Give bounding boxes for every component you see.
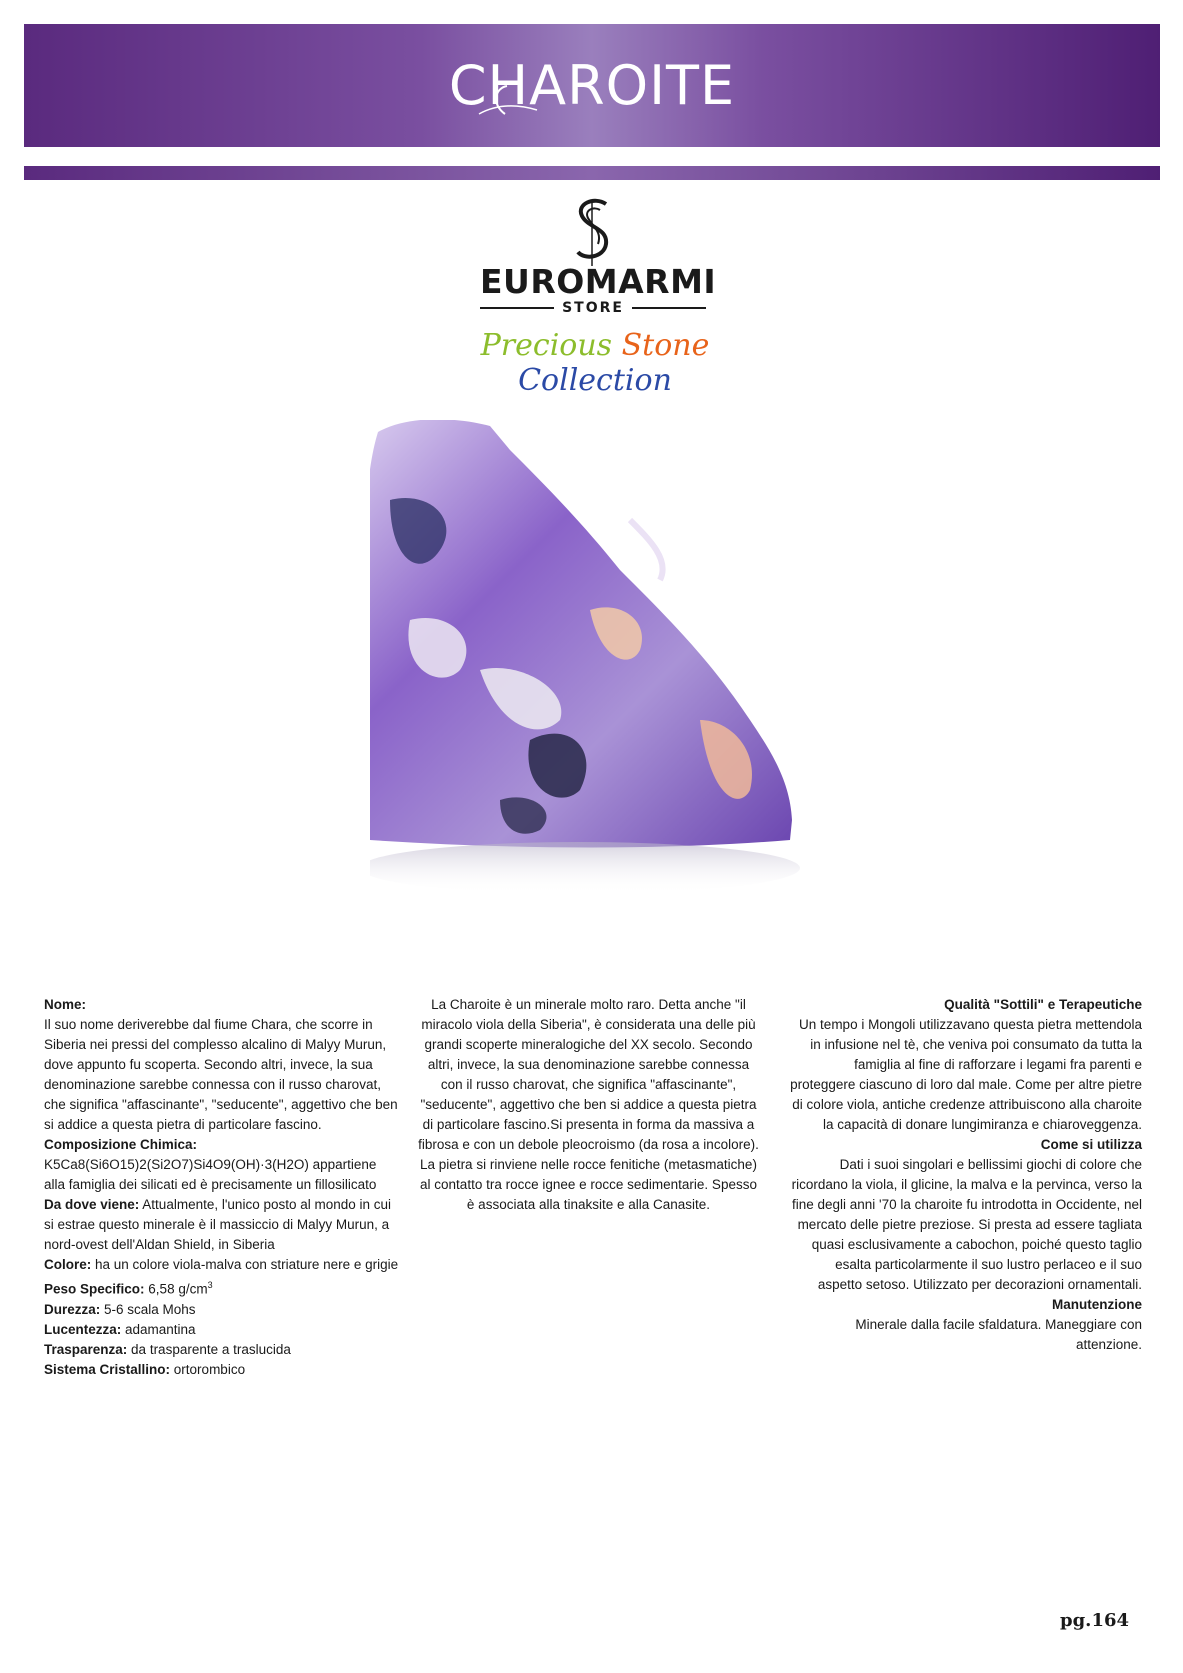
composition-text: K5Ca8(Si6O15)2(Si2O7)Si4O9(OH)·3(H2O) appartiene alla famiglia dei silicati ed è precisamente un fillosilicato <box>44 1157 377 1192</box>
luster-paragraph <box>44 1320 399 1340</box>
collection-word-3: Collection <box>518 363 672 398</box>
brand-rule-right <box>632 307 706 309</box>
brand-name: EUROMARMI <box>480 262 717 301</box>
qualities-column <box>790 995 1142 1355</box>
nome-label: Nome: <box>44 997 87 1012</box>
usage-text: Dati i suoi singolari e bellissimi giochi di colore che ricordano la viola, il glicine, la malva e la pervinca, verso la fine degli anni '70 la charoite fu introdotta in Occidente, nel mercato delle pietre preziose. Si presta ad essere tagliata quasi esclusivamente a cabochon, poiché questo taglio esalta particolarmente il suo lustro perlaceo e il suo aspetto setoso. Utilizzato per decorazioni ornamentali. <box>791 1157 1142 1292</box>
weight-sup: 3 <box>207 1280 213 1290</box>
usage-label: Come si utilizza <box>1040 1137 1142 1152</box>
weight-text: 6,58 g/cm <box>144 1281 208 1297</box>
weight-paragraph <box>44 1275 399 1300</box>
composition-label: Composizione Chimica: <box>44 1137 198 1152</box>
properties-column <box>44 995 399 1380</box>
transparency-label: Trasparenza: <box>44 1341 128 1357</box>
description-column <box>416 995 761 1215</box>
brand-rule-left <box>480 307 554 309</box>
weight-label: Peso Specifico: <box>44 1281 145 1297</box>
collection-word-2: Stone <box>621 328 710 363</box>
description-text: La Charoite è un minerale molto raro. Detta anche "il miracolo viola della Siberia", è considerata una delle più grandi scoperte mineralogiche del XX secolo. Secondo altri, invece, la sua denominazione sarebbe connessa con il russo charovat, che significa "affascinante", "seducente", aggettivo che ben si addice a questa pietra di particolare fascino.Si presenta in forma da massiva a fibrosa e con un debole pleocroismo (da rosa a incolore). La pietra si rinviene nelle rocce fenitiche (metasmatiche) al contatto tra rocce ignee e rocce sedimentarie. Spesso è associata alla tinaksite e alla Canasite. <box>418 997 759 1212</box>
transparency-text: da trasparente a traslucida <box>127 1341 291 1357</box>
nome-text: Il suo nome deriverebbe dal fiume Chara, che scorre in Siberia nei pressi del complesso alcalino di Malyy Murun, dove appunto fu scoperta. Secondo altri, invece, la sua denominazione sarebbe connessa con il russo charovat, che significa "affascinante", "seducente", aggettivo che ben si addice a questa pietra di particolare fascino. <box>44 1017 398 1132</box>
brand-sub-row <box>480 300 706 316</box>
hardness-text: 5-6 scala Mohs <box>100 1301 196 1317</box>
crystal-paragraph <box>44 1360 399 1380</box>
page-title: CHAROITE <box>448 54 736 117</box>
page-number: pg.164 <box>1060 1610 1130 1631</box>
color-label: Colore: <box>44 1257 92 1272</box>
charoite-stone-image <box>370 420 870 960</box>
color-paragraph <box>44 1255 399 1275</box>
hardness-label: Durezza: <box>44 1301 101 1317</box>
luster-label: Lucentezza: <box>44 1321 122 1337</box>
transparency-paragraph <box>44 1340 399 1360</box>
qualities-text: Un tempo i Mongoli utilizzavano questa pietra mettendola in infusione nel tè, che veniva poi consumato da tutta la famiglia al fine di rafforzare i legami fra parenti e proteggere ciascuno di loro dal male. Come per altre pietre di colore viola, antiche credenze attribuiscono alla charoite la capacità di donare lungimiranza e chiaroveggenza. <box>790 1017 1142 1132</box>
collection-tagline <box>440 328 750 398</box>
origin-label: Da dove viene: <box>44 1197 140 1212</box>
collection-word-1: Precious <box>480 328 613 363</box>
crystal-text: ortorombico <box>170 1361 246 1377</box>
qualities-label: Qualità "Sottili" e Terapeutiche <box>944 997 1142 1012</box>
euromarmi-logo-icon <box>570 198 616 268</box>
title-underline-band <box>24 166 1160 180</box>
brand-sub: STORE <box>562 300 624 316</box>
hardness-paragraph <box>44 1300 399 1320</box>
origin-text: Attualmente, l'unico posto al mondo in cui si estrae questo minerale è il massiccio di Malyy Murun, a nord-ovest dell'Aldan Shield, in Siberia <box>44 1197 392 1252</box>
color-text: ha un colore viola-malva con striature nere e grigie <box>91 1257 399 1272</box>
luster-text: adamantina <box>121 1321 196 1337</box>
origin-paragraph <box>44 1195 399 1255</box>
crystal-label: Sistema Cristallino: <box>44 1361 171 1377</box>
maintenance-label: Manutenzione <box>1052 1297 1142 1312</box>
maintenance-text: Minerale dalla facile sfaldatura. Maneggiare con attenzione. <box>855 1317 1142 1352</box>
title-band <box>24 24 1160 147</box>
